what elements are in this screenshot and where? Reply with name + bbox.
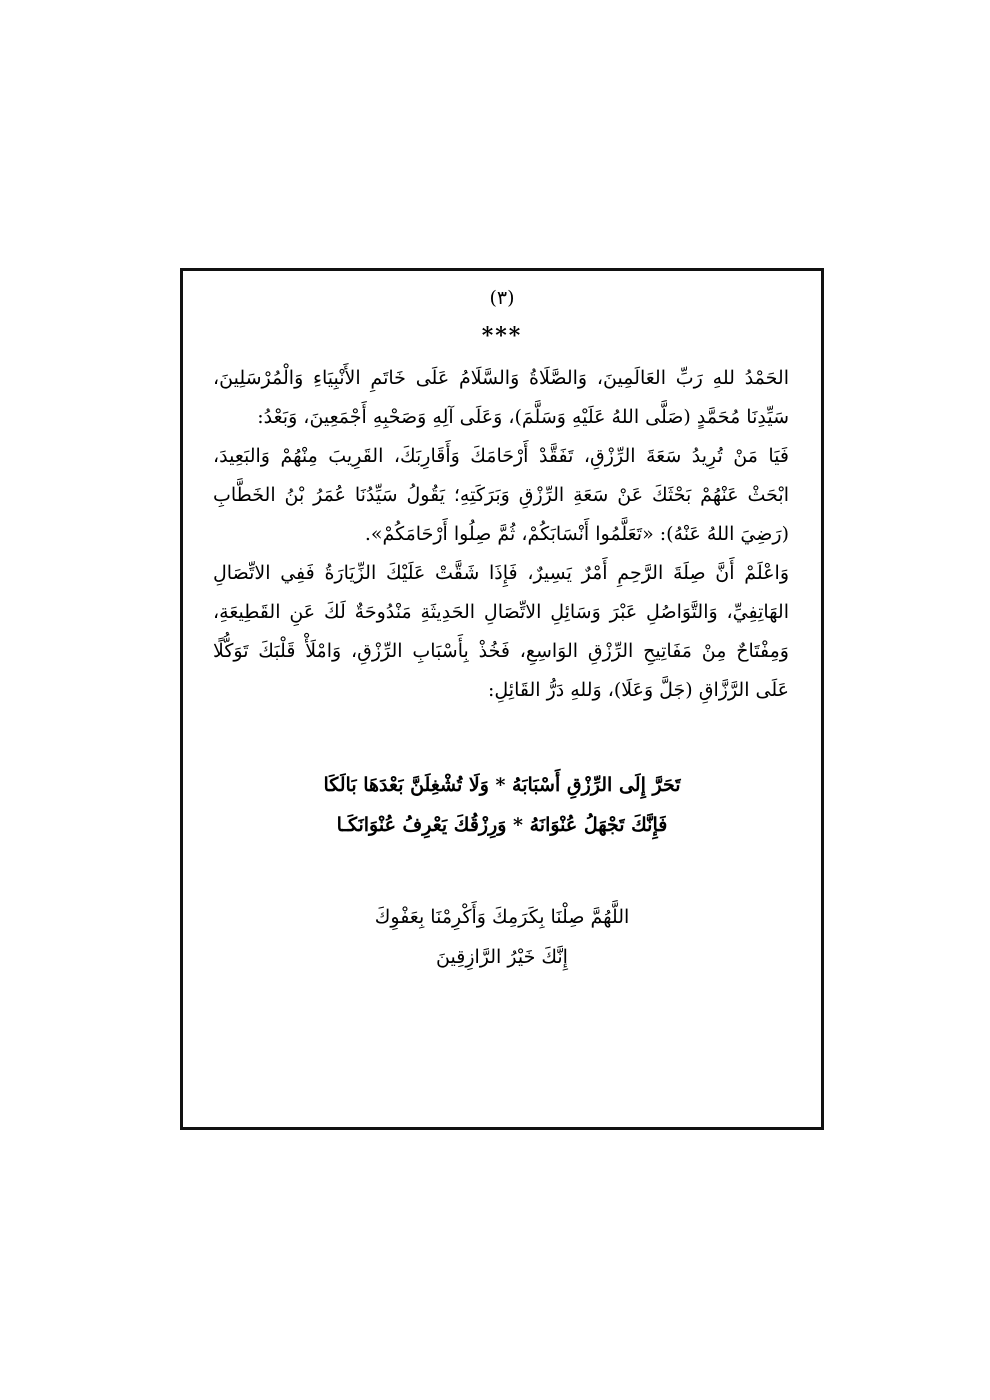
body-text xyxy=(213,359,789,710)
paragraph-kinship: فَيَا مَنْ تُرِيدُ سَعَةَ الرِّزْقِ، تَفَقَّدْ أَرْحَامَكَ وَأَقَارِبَكَ، القَرِيبَ مِنْهُمْ وَالبَعِيدَ، ابْحَثْ عَنْهُمْ بَحْثَكَ عَنْ سَعَةِ الرِّزْقِ وَبَرَكَتِهِ؛ يَقُولُ سَيِّدُنَا عُمَرُ بْنُ الخَطَّابِ (رَضِيَ اللهُ عَنْهُ): «تَعَلَّمُوا أَنْسَابَكُمْ، ثُمَّ صِلُوا أَرْحَامَكُمْ». xyxy=(213,445,789,545)
poem-line: تَحَرَّ إِلَى الرِّزْقِ أَسْبَابَهُ * وَلَا تُشْغِلَنَّ بَعْدَهَا بَالَكَا xyxy=(323,774,681,796)
paragraph-connection: وَاعْلَمْ أَنَّ صِلَةَ الرَّحِمِ أَمْرٌ يَسِيرٌ، فَإِذَا شَقَّتْ عَلَيْكَ الزِّيَارَةُ فَفِي الاتِّصَالِ الهَاتِفِيِّ، وَالتَّوَاصُلِ عَبْرَ وَسَائِلِ الاتِّصَالِ الحَدِيثَةِ مَنْدُوحَةٌ لَكَ عَنِ القَطِيعَةِ، وَمِفْتَاحٌ مِنْ مَفَاتِيحِ الرِّزْقِ الوَاسِعِ، فَخُذْ بِأَسْبَابِ الرِّزْقِ، وَامْلَأْ قَلْبَكَ تَوَكُّلًا عَلَى الرَّزَّاقِ (جَلَّ وَعَلَا)، وَللهِ دَرُّ القَائِلِ: xyxy=(213,562,789,701)
section-separator: *** xyxy=(481,323,523,349)
poem-line: فَإِنَّكَ تَجْهَلُ عُنْوَانَهُ * وَرِزْقُكَ يَعْرِفُ عُنْوَانَكَـا xyxy=(336,814,668,836)
dua-line: إِنَّكَ خَيْرُ الرَّازِقِينَ xyxy=(436,946,568,968)
paragraph-opening: الحَمْدُ للهِ رَبِّ العَالَمِينَ، وَالصَّلَاةُ وَالسَّلَامُ عَلَى خَاتَمِ الأَنْبِيَاءِ وَالْمُرْسَلِينَ، سَيِّدِنَا مُحَمَّدٍ (صَلَّى اللهُ عَلَيْهِ وَسَلَّمَ)، وَعَلَى آلِهِ وَصَحْبِهِ أَجْمَعِينَ، وَبَعْدُ: xyxy=(213,367,789,428)
poem-verses xyxy=(183,765,821,845)
page-number: (٣) xyxy=(489,287,515,309)
page-frame xyxy=(180,268,824,1130)
dua-line: اللَّهُمَّ صِلْنَا بِكَرَمِكَ وَأَكْرِمْنَا بِعَفْوِكَ xyxy=(374,906,630,928)
closing-supplication xyxy=(183,897,821,977)
